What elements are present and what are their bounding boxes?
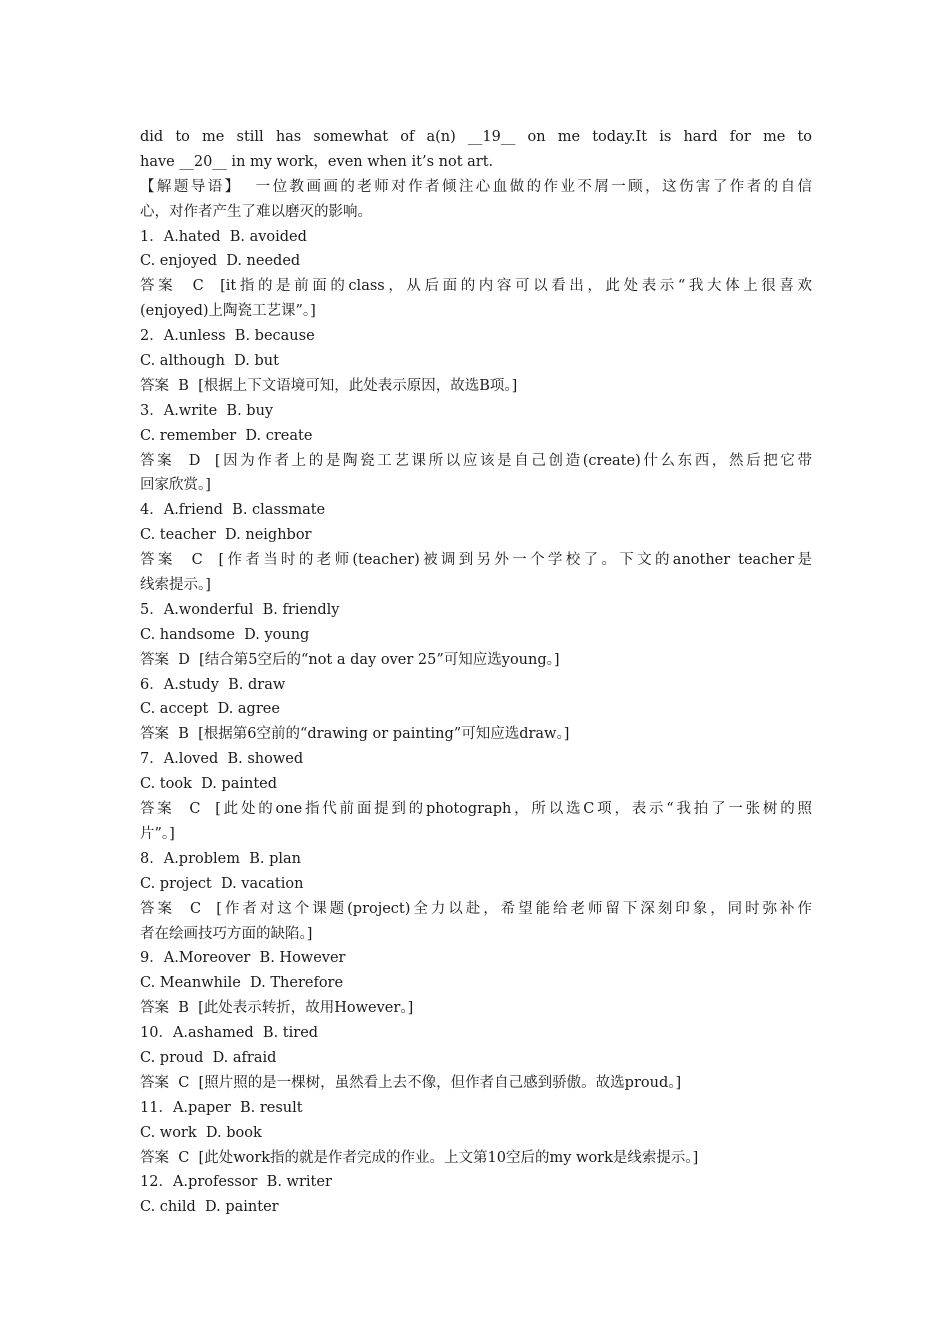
answer-line: 答案 C [此处work指的就是作者完成的作业。上文第10空后的my work是线索提示。] — [140, 1149, 699, 1166]
question-options-cd: C. took D. painted — [140, 776, 278, 793]
guide-line — [140, 175, 812, 200]
question-options-cd: C. work D. book — [140, 1124, 262, 1141]
question-options-cd: C. project D. vacation — [140, 875, 304, 892]
answer-line: 答案 C [作者当时的老师(teacher)被调到另外一个学校了。下文的another teacher是 — [140, 552, 812, 569]
question-options-ab: 9．A.Moreover B. However — [140, 950, 346, 967]
answer-line: 答案 C [照片照的是一棵树，虽然看上去不像，但作者自己感到骄傲。故选proud。] — [140, 1074, 682, 1091]
question-options-ab: 8．A.problem B. plan — [140, 850, 301, 867]
passage-line: did to me still has somewhat of a(n) __19__ on me today.It is hard for me to — [140, 129, 812, 145]
answer-line: 线索提示。] — [140, 577, 211, 594]
question-item — [140, 747, 812, 847]
question-options-ab: 4．A.friend B. classmate — [140, 502, 326, 519]
question-options-cd: C. handsome D. young — [140, 626, 310, 643]
guide-text: 一位教画画的老师对作者倾注心血做的作业不屑一顾，这伤害了作者的自信 — [241, 178, 812, 195]
question-item — [140, 1096, 812, 1171]
question-options-ab: 1．A.hated B. avoided — [140, 228, 307, 245]
question-options-ab: 2．A.unless B. because — [140, 328, 315, 345]
question-options-cd: C. proud D. afraid — [140, 1049, 277, 1066]
question-item — [140, 1170, 812, 1220]
question-item — [140, 946, 812, 1021]
question-list — [140, 225, 812, 1221]
question-item — [140, 598, 812, 673]
question-options-ab: 7．A.loved B. showed — [140, 751, 304, 768]
question-options-ab: 6．A.study B. draw — [140, 676, 286, 693]
question-options-ab: 3．A.write B. buy — [140, 402, 274, 419]
answer-line: (enjoyed)上陶瓷工艺课”。] — [140, 303, 316, 320]
question-item — [140, 399, 812, 499]
question-options-ab: 10．A.ashamed B. tired — [140, 1025, 319, 1042]
question-item — [140, 1021, 812, 1096]
question-options-cd: C. Meanwhile D. Therefore — [140, 975, 344, 992]
answer-line: 者在绘画技巧方面的缺陷。] — [140, 925, 313, 942]
answer-line: 答案 C [作者对这个课题(project)全力以赴，希望能给老师留下深刻印象，同时弥补作 — [140, 900, 812, 917]
passage-line: have __20__ in my work，even when it’s not art. — [140, 153, 494, 170]
question-options-cd: C. accept D. agree — [140, 701, 280, 718]
guide-line: 心，对作者产生了难以磨灭的影响。 — [140, 203, 372, 220]
answer-line: 回家欣赏。] — [140, 477, 211, 494]
answer-line: 答案 B [根据上下文语境可知，此处表示原因，故选B项。] — [140, 377, 518, 394]
question-options-cd: C. remember D. create — [140, 427, 313, 444]
answer-line: 答案 D [因为作者上的是陶瓷工艺课所以应该是自己创造(create)什么东西，然后把它带 — [140, 452, 812, 469]
question-options-cd: C. enjoyed D. needed — [140, 253, 301, 270]
question-options-ab: 5．A.wonderful B. friendly — [140, 601, 340, 618]
question-options-ab: 12．A.professor B. writer — [140, 1174, 332, 1191]
answer-line: 答案 B [根据第6空前的“drawing or painting”可知应选draw。] — [140, 726, 570, 743]
answer-line: 答案 C [it指的是前面的class，从后面的内容可以看出，此处表示“我大体上很喜欢 — [140, 278, 812, 295]
question-item — [140, 225, 812, 325]
answer-line: 答案 B [此处表示转折，故用However。] — [140, 1000, 414, 1017]
answer-line: 答案 D [结合第5空后的“not a day over 25”可知应选young。] — [140, 651, 560, 668]
answer-line: 片”。] — [140, 825, 175, 842]
question-options-ab: 11．A.paper B. result — [140, 1099, 303, 1116]
question-options-cd: C. teacher D. neighbor — [140, 527, 312, 544]
question-item — [140, 847, 812, 947]
document-page — [140, 125, 812, 1220]
guide-label: 【解题导语】 — [140, 178, 242, 195]
question-item — [140, 673, 812, 748]
question-item — [140, 324, 812, 399]
answer-line: 答案 C [此处的one指代前面提到的photograph，所以选C项，表示“我拍了一张树的照 — [140, 801, 812, 818]
question-item — [140, 498, 812, 598]
question-options-cd: C. although D. but — [140, 353, 279, 370]
question-options-cd: C. child D. painter — [140, 1199, 279, 1216]
